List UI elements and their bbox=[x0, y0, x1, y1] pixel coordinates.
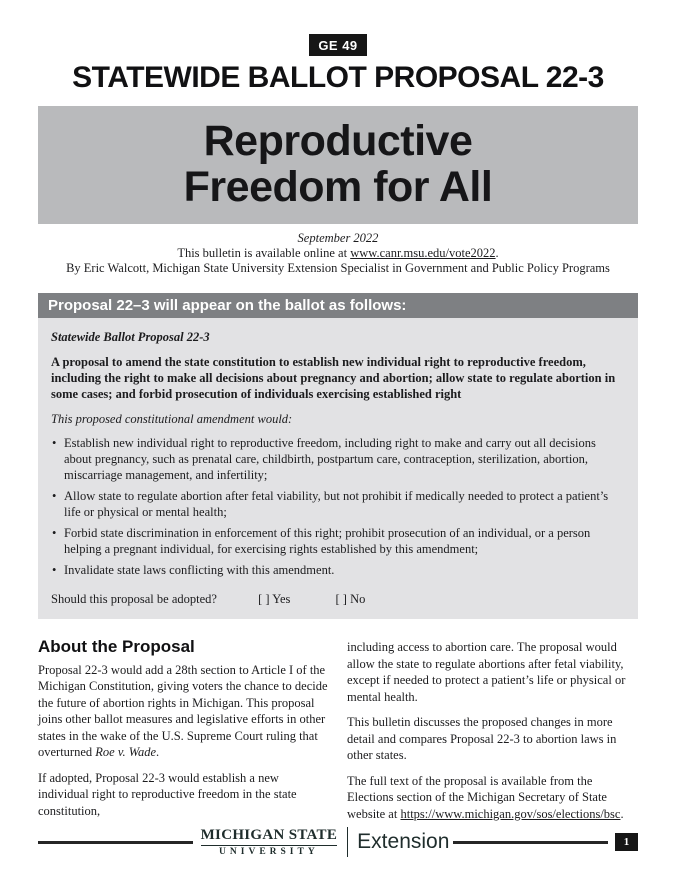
ballot-text-box bbox=[38, 318, 638, 619]
doc-header bbox=[38, 34, 638, 95]
about-p1-text: Proposal 22-3 would add a 28th section to Article I of the Michigan Constitution, giving voters the chance to decide the future of abortion rights in Michigan. This proposal joins other ballot measures and legislative efforts in other states in the wake of the U.S. Supreme Court ruling that overturned bbox=[38, 662, 328, 759]
case-name-roe-v-wade: Roe v. Wade bbox=[95, 745, 157, 759]
ballot-bullet-list bbox=[51, 435, 625, 578]
msu-logo-line1: MICHIGAN STATE bbox=[201, 827, 338, 846]
ballot-intro: This proposed constitutional amendment would: bbox=[51, 412, 293, 426]
footer-logo-divider bbox=[347, 827, 348, 857]
footer-rule-left bbox=[38, 841, 193, 844]
title-banner bbox=[38, 106, 638, 224]
ballot-section bbox=[38, 293, 638, 619]
ballot-question-row bbox=[51, 591, 625, 607]
ballot-summary: A proposal to amend the state constitution to establish new individual right to reproductive freedom, including the right to make all decisions about pregnancy and abortion; allow state to regulate abortion in some cases; and forbid prosecution of individuals exercising established right bbox=[51, 355, 616, 401]
page-number-badge: 1 bbox=[615, 833, 638, 851]
publication-number-badge: GE 49 bbox=[309, 34, 366, 56]
ballot-bullet-1: • Establish new individual right to reproductive freedom, including right to make and carry out all decisions about pregnancy, such as prenatal care, childbirth, postpartum care, contraception, sterilization, abortion, miscarriage management, and infertility; bbox=[51, 435, 625, 483]
msu-logo-line2: UNIVERSITY bbox=[219, 847, 319, 857]
about-paragraph-4: This bulletin discusses the proposed changes in more detail and compares Proposal 22-3 to abortion laws in other states. bbox=[347, 715, 617, 762]
footer bbox=[38, 827, 638, 857]
ballot-question: Should this proposal be adopted? bbox=[51, 592, 217, 606]
ballot-bullet-4: • Invalidate state laws conflicting with this amendment. bbox=[51, 562, 625, 578]
about-column-left bbox=[38, 639, 329, 831]
banner-title-line1: Reproductive bbox=[203, 117, 473, 165]
banner-title-line2: Freedom for All bbox=[183, 163, 493, 211]
ballot-option-no: [ ] No bbox=[335, 592, 366, 606]
ballot-section-header: Proposal 22–3 will appear on the ballot as follows: bbox=[38, 293, 638, 318]
about-heading: About the Proposal bbox=[38, 637, 195, 656]
availability-suffix: . bbox=[495, 246, 499, 260]
extension-wordmark: Extension bbox=[357, 830, 450, 853]
publication-date: September 2022 bbox=[297, 231, 379, 245]
availability-line bbox=[38, 246, 638, 261]
about-paragraph-1 bbox=[38, 662, 329, 761]
footer-rule-right bbox=[453, 841, 608, 844]
ballot-option-yes: [ ] Yes bbox=[258, 592, 291, 606]
ballot-bullet-3: • Forbid state discrimination in enforcement of this right; prohibit prosecution of an individual, or a person helping a pregnant individual, for exercising rights established by this amendment; bbox=[51, 525, 625, 557]
msu-logo bbox=[201, 827, 338, 857]
ballot-subtitle: Statewide Ballot Proposal 22-3 bbox=[51, 330, 210, 344]
about-column-right bbox=[347, 639, 638, 831]
about-paragraph-3: including access to abortion care. The proposal would allow the state to regulate abortions after fetal viability, except if needed to protect a patient’s life or physical or mental health. bbox=[347, 640, 626, 704]
about-p1-period: . bbox=[156, 745, 160, 759]
about-paragraph-2: If adopted, Proposal 22-3 would establish a new individual right to reproductive freedom in the state constitution, bbox=[38, 770, 297, 818]
meta-block bbox=[38, 231, 638, 276]
vote2022-link[interactable]: www.canr.msu.edu/vote2022 bbox=[350, 246, 496, 260]
availability-prefix: This bulletin is available online at bbox=[177, 246, 351, 260]
about-p5-period: . bbox=[620, 806, 624, 821]
ballot-bullet-2: • Allow state to regulate abortion after fetal viability, but not prohibit if medically needed to protect a patient’s life or physical or mental health; bbox=[51, 488, 625, 520]
about-section bbox=[38, 639, 638, 831]
page-title: STATEWIDE BALLOT PROPOSAL 22-3 bbox=[72, 61, 604, 94]
sos-elections-link[interactable]: https://www.michigan.gov/sos/elections/bsc bbox=[400, 806, 621, 821]
about-paragraph-5 bbox=[347, 773, 638, 823]
about-p5-text: The full text of the proposal is available from the Elections section of the Michigan Secretary of State website at bbox=[347, 773, 607, 821]
byline: By Eric Walcott, Michigan State University Extension Specialist in Government and Public Policy Programs bbox=[66, 261, 610, 275]
